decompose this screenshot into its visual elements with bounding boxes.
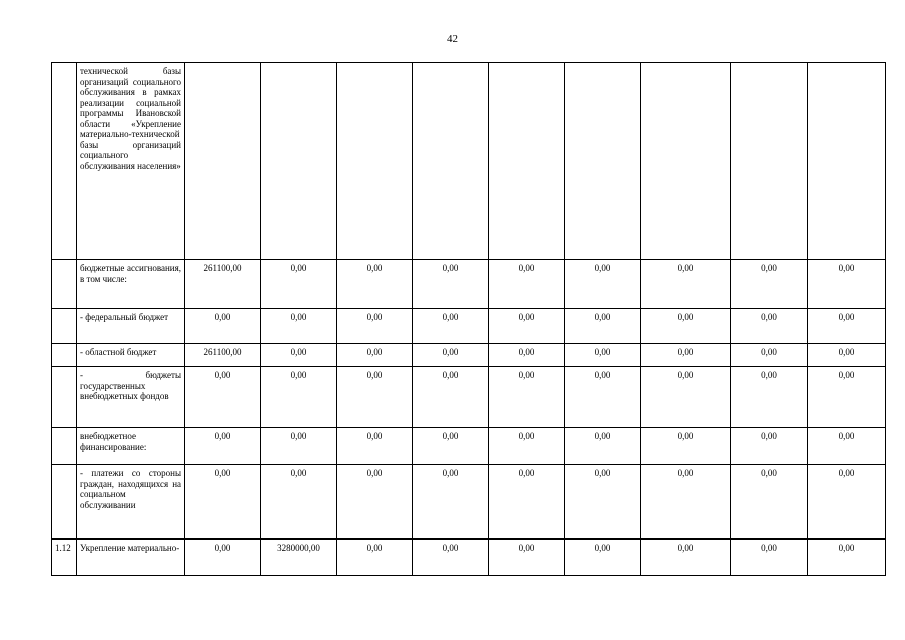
- value-cell: 0,00: [731, 465, 808, 539]
- value-cell: 0,00: [337, 428, 413, 465]
- value-cell: 0,00: [808, 539, 886, 576]
- value-cell: 0,00: [489, 260, 565, 309]
- value-cell: 0,00: [641, 465, 731, 539]
- row-description-cell: бюджетные ассигнования, в том числе:: [77, 260, 185, 309]
- value-cell: 0,00: [565, 344, 641, 367]
- value-cell: [261, 63, 337, 260]
- value-cell: 0,00: [337, 367, 413, 428]
- row-description-cell: Укрепление материально-: [77, 539, 185, 576]
- value-cell: 0,00: [641, 428, 731, 465]
- value-cell: 0,00: [337, 539, 413, 576]
- value-cell: [337, 63, 413, 260]
- table-row: [52, 260, 886, 309]
- value-cell: [413, 63, 489, 260]
- value-cell: 0,00: [185, 309, 261, 344]
- value-cell: 0,00: [808, 260, 886, 309]
- value-cell: 0,00: [489, 428, 565, 465]
- value-cell: 0,00: [731, 367, 808, 428]
- value-cell: 0,00: [185, 539, 261, 576]
- value-cell: 0,00: [261, 344, 337, 367]
- value-cell: 0,00: [413, 309, 489, 344]
- value-cell: 0,00: [808, 309, 886, 344]
- value-cell: 0,00: [413, 465, 489, 539]
- value-cell: 3280000,00: [261, 539, 337, 576]
- value-cell: 0,00: [565, 260, 641, 309]
- budget-table: [51, 62, 886, 576]
- value-cell: [808, 63, 886, 260]
- value-cell: 0,00: [808, 428, 886, 465]
- value-cell: 0,00: [261, 309, 337, 344]
- value-cell: 0,00: [565, 367, 641, 428]
- value-cell: 261100,00: [185, 260, 261, 309]
- value-cell: 0,00: [489, 367, 565, 428]
- row-description-cell: технической базы организаций социального обслуживания в рамках реализации социальной программы Ивановской области «Укрепление материально-технической базы организаций социального обслуживания населения»: [77, 63, 185, 260]
- value-cell: 0,00: [565, 465, 641, 539]
- value-cell: 0,00: [261, 367, 337, 428]
- value-cell: 0,00: [731, 309, 808, 344]
- value-cell: 0,00: [413, 344, 489, 367]
- row-index-cell: [52, 260, 77, 309]
- value-cell: 0,00: [641, 260, 731, 309]
- value-cell: 0,00: [641, 367, 731, 428]
- value-cell: 0,00: [489, 539, 565, 576]
- value-cell: 0,00: [731, 344, 808, 367]
- page-number: 42: [447, 33, 458, 45]
- value-cell: 0,00: [413, 539, 489, 576]
- row-description-cell: внебюджетное финансирование:: [77, 428, 185, 465]
- value-cell: 0,00: [185, 465, 261, 539]
- value-cell: 0,00: [337, 344, 413, 367]
- row-index-cell: [52, 465, 77, 539]
- value-cell: 261100,00: [185, 344, 261, 367]
- table-row: [52, 539, 886, 576]
- row-description-cell: - областной бюджет: [77, 344, 185, 367]
- table-row: [52, 428, 886, 465]
- row-description-cell: - федеральный бюджет: [77, 309, 185, 344]
- table-row: [52, 344, 886, 367]
- table-row: [52, 465, 886, 539]
- row-index-cell: [52, 309, 77, 344]
- value-cell: 0,00: [808, 465, 886, 539]
- row-index-cell: [52, 63, 77, 260]
- value-cell: 0,00: [413, 260, 489, 309]
- value-cell: 0,00: [489, 465, 565, 539]
- value-cell: 0,00: [731, 260, 808, 309]
- value-cell: 0,00: [731, 539, 808, 576]
- value-cell: 0,00: [808, 367, 886, 428]
- row-index-cell: 1.12: [52, 539, 77, 576]
- row-index-cell: [52, 367, 77, 428]
- value-cell: 0,00: [337, 465, 413, 539]
- value-cell: 0,00: [641, 344, 731, 367]
- value-cell: [489, 63, 565, 260]
- value-cell: 0,00: [261, 465, 337, 539]
- table-row: [52, 367, 886, 428]
- row-index-cell: [52, 344, 77, 367]
- value-cell: 0,00: [641, 539, 731, 576]
- row-description-cell: - платежи со стороны граждан, находящихся на социальном обслуживании: [77, 465, 185, 539]
- value-cell: [731, 63, 808, 260]
- table-row: [52, 309, 886, 344]
- value-cell: 0,00: [565, 309, 641, 344]
- value-cell: 0,00: [337, 260, 413, 309]
- value-cell: 0,00: [489, 344, 565, 367]
- value-cell: 0,00: [261, 260, 337, 309]
- row-index-cell: [52, 428, 77, 465]
- value-cell: 0,00: [185, 367, 261, 428]
- value-cell: 0,00: [261, 428, 337, 465]
- table-row: [52, 63, 886, 260]
- value-cell: 0,00: [808, 344, 886, 367]
- value-cell: [565, 63, 641, 260]
- value-cell: 0,00: [337, 309, 413, 344]
- value-cell: [641, 63, 731, 260]
- value-cell: [185, 63, 261, 260]
- row-description-cell: - бюджеты государственных внебюджетных фондов: [77, 367, 185, 428]
- value-cell: 0,00: [413, 367, 489, 428]
- value-cell: 0,00: [185, 428, 261, 465]
- value-cell: 0,00: [413, 428, 489, 465]
- value-cell: 0,00: [565, 539, 641, 576]
- value-cell: 0,00: [565, 428, 641, 465]
- value-cell: 0,00: [641, 309, 731, 344]
- value-cell: 0,00: [731, 428, 808, 465]
- value-cell: 0,00: [489, 309, 565, 344]
